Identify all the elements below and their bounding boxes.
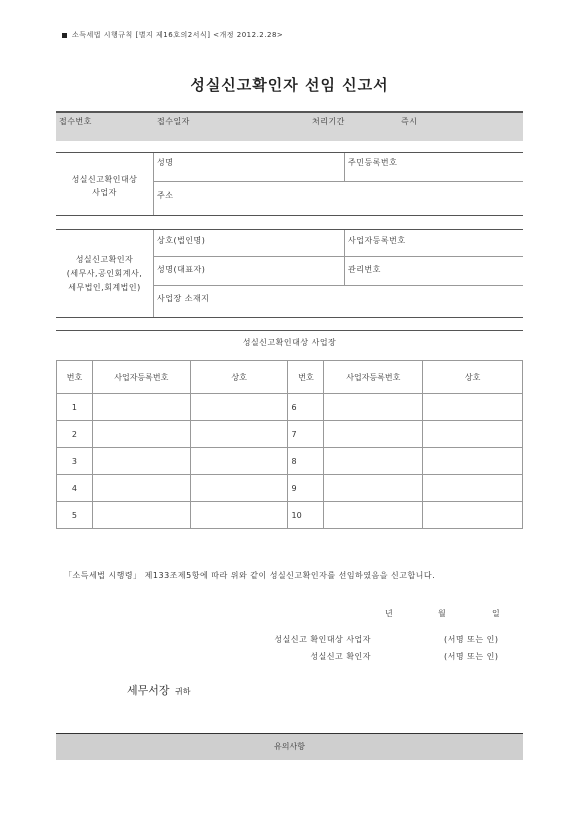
business-name-label: 성명 <box>157 158 174 167</box>
col-header-trade-name: 상호 <box>190 361 288 394</box>
date-month-label: 월 <box>438 609 447 618</box>
trade-name-cell[interactable] <box>190 475 288 502</box>
reg-no-cell[interactable] <box>324 421 423 448</box>
rep-name-label: 성명(대표자) <box>157 265 206 274</box>
declaration-statement: 「소득세법 시행령」 제133조제5항에 따라 위와 같이 성실신고확인자를 선임하였음을 신고합니다. <box>64 571 436 580</box>
management-no-label: 관리번호 <box>348 265 381 274</box>
divider <box>56 317 523 318</box>
sites-header-row <box>57 361 523 394</box>
col-header-number: 번호 <box>57 361 93 394</box>
trade-name-cell[interactable] <box>423 502 523 529</box>
trade-name-cell[interactable] <box>190 502 288 529</box>
date-year-label: 년 <box>385 609 394 618</box>
reg-no-cell[interactable] <box>92 421 190 448</box>
table-row <box>57 448 523 475</box>
notes-section-header: 유의사항 <box>56 733 523 760</box>
row-number: 9 <box>288 475 324 502</box>
row-number: 6 <box>288 394 324 421</box>
reg-no-cell[interactable] <box>324 394 423 421</box>
divider <box>56 330 523 331</box>
business-section-label: 성실신고확인대상 사업자 <box>71 175 138 197</box>
divider <box>56 152 523 153</box>
business-reg-no-label: 사업자등록번호 <box>348 236 406 245</box>
col-header-reg-no: 사업자등록번호 <box>92 361 190 394</box>
col-header-number: 번호 <box>288 361 324 394</box>
trade-name-cell[interactable] <box>423 394 523 421</box>
reg-no-cell[interactable] <box>324 448 423 475</box>
trade-name-cell[interactable] <box>423 448 523 475</box>
trade-name-cell[interactable] <box>190 448 288 475</box>
reg-no-cell[interactable] <box>92 394 190 421</box>
row-number: 10 <box>288 502 324 529</box>
trade-name-cell[interactable] <box>423 421 523 448</box>
business-id-label: 주민등록번호 <box>348 158 398 167</box>
recipient-suffix: 귀하 <box>175 687 191 696</box>
trade-name-cell[interactable] <box>190 394 288 421</box>
signatory-confirmer-label: 성실신고 확인자 <box>310 652 371 661</box>
confirmer-section-label: 성실신고확인자 (세무사,공인회계사, 세무법인,회계법인) <box>66 255 143 292</box>
row-number: 8 <box>288 448 324 475</box>
table-row <box>57 394 523 421</box>
row-number: 1 <box>57 394 93 421</box>
business-location-label: 사업장 소재지 <box>157 294 210 303</box>
reg-no-cell[interactable] <box>92 448 190 475</box>
row-number: 7 <box>288 421 324 448</box>
divider <box>56 215 523 216</box>
processing-period-label: 처리기간 <box>312 117 345 126</box>
sites-table <box>56 360 523 529</box>
reg-no-cell[interactable] <box>92 475 190 502</box>
table-row <box>57 421 523 448</box>
trade-name-label: 상호(법인명) <box>157 236 206 245</box>
table-row <box>57 502 523 529</box>
trade-name-cell[interactable] <box>190 421 288 448</box>
col-header-reg-no: 사업자등록번호 <box>324 361 423 394</box>
divider <box>56 229 523 230</box>
row-number: 5 <box>57 502 93 529</box>
table-row <box>57 475 523 502</box>
signature-confirmer-placeholder[interactable]: (서명 또는 인) <box>444 652 499 661</box>
row-number: 4 <box>57 475 93 502</box>
processing-period-value: 즉시 <box>401 117 418 126</box>
recipient <box>127 682 190 698</box>
signature-business-placeholder[interactable]: (서명 또는 인) <box>444 635 499 644</box>
trade-name-cell[interactable] <box>423 475 523 502</box>
col-header-trade-name: 상호 <box>423 361 523 394</box>
reg-no-cell[interactable] <box>324 475 423 502</box>
row-number: 3 <box>57 448 93 475</box>
reg-no-cell[interactable] <box>92 502 190 529</box>
receipt-row <box>56 113 523 141</box>
page-title: 성실신고확인자 선임 신고서 <box>190 76 389 94</box>
receipt-number-label: 접수번호 <box>59 117 92 126</box>
bullet-square-icon <box>62 33 67 38</box>
receipt-date-label: 접수일자 <box>157 117 190 126</box>
row-number: 2 <box>57 421 93 448</box>
reg-no-cell[interactable] <box>324 502 423 529</box>
recipient-office: 세무서장 <box>127 684 170 697</box>
business-address-label: 주소 <box>157 191 174 200</box>
form-header-note: 소득세법 시행규칙 [별지 제16호의2서식] <개정 2012.2.28> <box>62 30 283 40</box>
date-day-label: 일 <box>492 609 501 618</box>
signatory-business-label: 성실신고 확인대상 사업자 <box>274 635 371 644</box>
sites-title: 성실신고확인대상 사업장 <box>242 338 337 347</box>
